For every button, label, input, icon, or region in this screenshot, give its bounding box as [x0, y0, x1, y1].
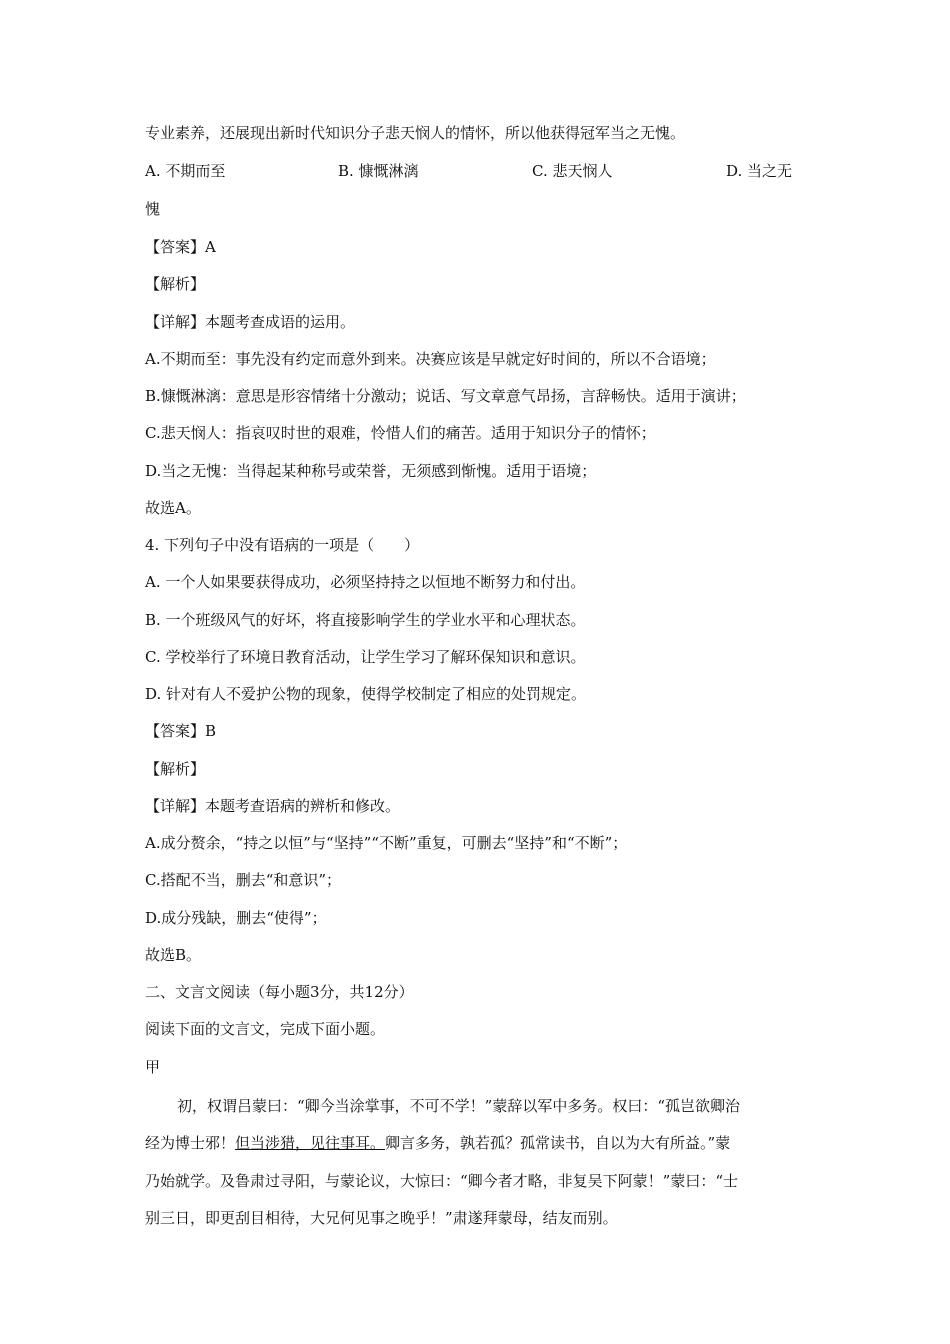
q3-option-a: A. 不期而至	[145, 162, 226, 180]
section-instruction: 阅读下面的文言文，完成下面小题。	[145, 1020, 386, 1038]
q4-conclusion: 故选B。	[145, 946, 202, 964]
q3-option-b: B. 慷慨淋漓	[338, 162, 419, 180]
underlined-sentence: 但当涉猎，见往事耳。	[235, 1134, 386, 1152]
q3-option-d-wrap: 愧	[145, 200, 161, 218]
q4-explain-d: D.成分残缺，删去“使得”；	[145, 909, 327, 927]
section-heading: 二、文言文阅读（每小题3分，共12分）	[145, 983, 414, 1001]
q3-explain-b: B.慷慨淋漓：意思是形容情绪十分激动；说话、写文章意气昂扬，言辞畅快。适用于演讲；	[145, 387, 746, 405]
q4-option-c: C. 学校举行了环境日教育活动，让学生学习了解环保知识和意识。	[145, 648, 586, 666]
passage-line-2-start: 经为博士邪！	[145, 1134, 236, 1152]
q3-conclusion: 故选A。	[145, 499, 201, 517]
q3-explain-d: D.当之无愧：当得起某种称号或荣誉，无须感到惭愧。适用于语境；	[145, 462, 597, 480]
q3-explain-a: A.不期而至：事先没有约定而意外到来。决赛应该是早就定好时间的，所以不合语境；	[145, 350, 716, 368]
q3-option-d: D. 当之无	[726, 162, 793, 180]
passage-line-4: 别三日，即更刮目相待，大兄何见事之晚乎！”肃遂拜蒙母，结友而别。	[145, 1209, 618, 1227]
q3-explain-c: C.悲天悯人：指哀叹时世的艰难，怜惜人们的痛苦。适用于知识分子的情怀；	[145, 424, 656, 442]
passage-label: 甲	[145, 1058, 161, 1076]
q3-analysis-label: 【解析】	[145, 275, 206, 293]
q4-explain-a: A.成分赘余，“持之以恒”与“坚持”“不断”重复，可删去“坚持”和“不断”；	[145, 834, 628, 852]
q4-option-a: A. 一个人如果要获得成功，必须坚持持之以恒地不断努力和付出。	[145, 573, 586, 591]
q4-stem: 4. 下列句子中没有语病的一项是（ ）	[145, 536, 420, 554]
passage-line-2-end: 卿言多务，孰若孤？孤常读书，自以为大有所益。”蒙	[385, 1134, 731, 1152]
passage-line-3: 乃始就学。及鲁肃过寻阳，与蒙论议，大惊曰：“卿今者才略，非复吴下阿蒙！”蒙曰：“士	[145, 1172, 739, 1190]
passage-line-2	[145, 1133, 730, 1153]
q3-detail: 【详解】本题考查成语的运用。	[145, 313, 356, 331]
continuation-text: 专业素养，还展现出新时代知识分子悲天悯人的情怀，所以他获得冠军当之无愧。	[145, 124, 686, 142]
q3-option-c: C. 悲天悯人	[532, 162, 613, 180]
q4-answer: 【答案】B	[145, 722, 217, 740]
q4-detail: 【详解】本题考查语病的辨析和修改。	[145, 797, 401, 815]
q3-answer: 【答案】A	[145, 238, 216, 256]
passage-line-1: 初，权谓吕蒙曰：“卿今当涂掌事，不可不学！”蒙辞以军中多务。权曰：“孤岂欲卿治	[177, 1097, 741, 1115]
q4-option-b: B. 一个班级风气的好坏，将直接影响学生的学业水平和心理状态。	[145, 611, 586, 629]
q4-explain-c: C.搭配不当，删去“和意识”；	[145, 871, 342, 889]
q4-option-d: D. 针对有人不爱护公物的现象，使得学校制定了相应的处罚规定。	[145, 685, 587, 703]
q4-analysis-label: 【解析】	[145, 760, 206, 778]
